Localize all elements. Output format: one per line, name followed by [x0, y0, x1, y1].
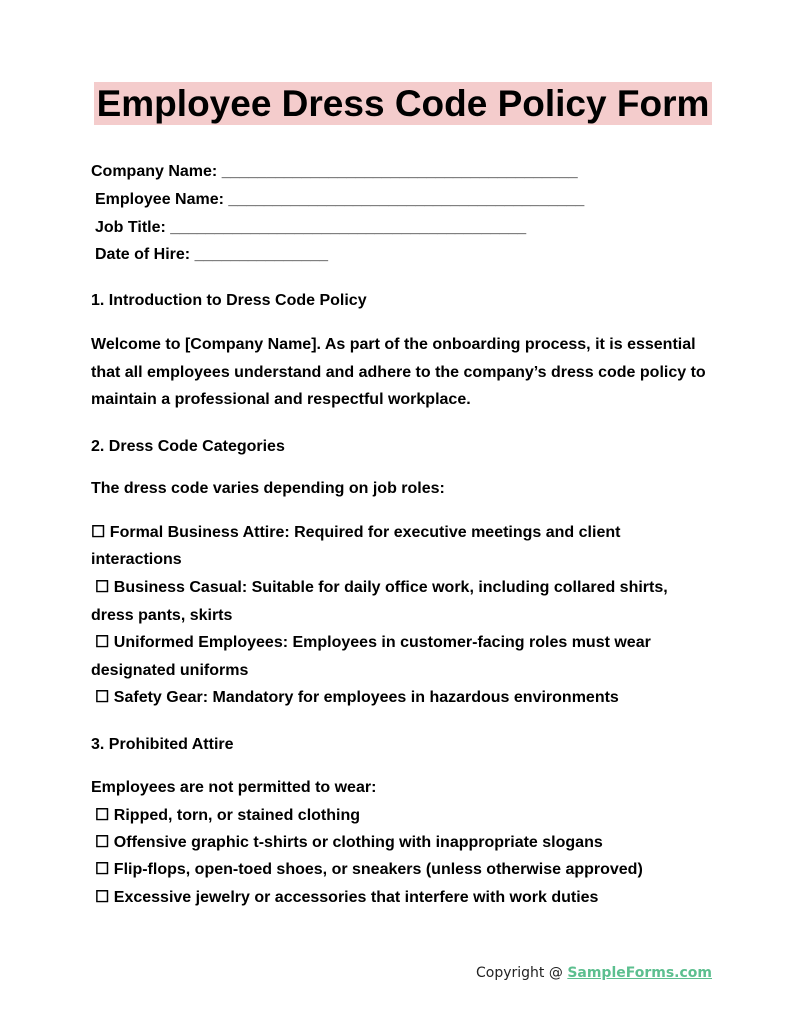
category-item: ☐ Formal Business Attire: Required for executive meetings and client — [91, 524, 621, 541]
category-item: ☐ Uniformed Employees: Employees in customer-facing roles must wear — [95, 634, 651, 651]
employee-name-field: Employee Name: ________________________________________ — [95, 191, 585, 208]
section-2-heading: 2. Dress Code Categories — [91, 438, 285, 455]
category-item: ☐ Business Casual: Suitable for daily office work, including collared shirts, — [95, 579, 668, 596]
category-item: interactions — [91, 551, 182, 568]
prohibited-item: ☐ Flip-flops, open-toed shoes, or sneakers (unless otherwise approved) — [95, 861, 643, 878]
prohibited-item: ☐ Offensive graphic t-shirts or clothing with inappropriate slogans — [95, 834, 603, 851]
intro-line: that all employees understand and adhere to the company’s dress code policy to — [91, 364, 706, 381]
intro-line: maintain a professional and respectful workplace. — [91, 391, 471, 408]
sampleforms-link[interactable]: SampleForms.com — [567, 965, 713, 981]
category-item: designated uniforms — [91, 662, 249, 679]
copyright-footer — [476, 963, 712, 983]
job-title-field: Job Title: ________________________________________ — [95, 219, 527, 236]
page-title: Employee Dress Code Policy Form — [94, 82, 712, 125]
category-item: ☐ Safety Gear: Mandatory for employees in hazardous environments — [95, 689, 619, 706]
copyright-text: Copyright @ — [476, 965, 568, 981]
section-3-intro: Employees are not permitted to wear: — [91, 779, 377, 796]
prohibited-item: ☐ Ripped, torn, or stained clothing — [95, 807, 361, 824]
category-item: dress pants, skirts — [91, 607, 233, 624]
date-of-hire-field: Date of Hire: _______________ — [95, 246, 329, 263]
section-2-intro: The dress code varies depending on job roles: — [91, 480, 445, 497]
intro-line: Welcome to [Company Name]. As part of the onboarding process, it is essential — [91, 336, 696, 353]
section-3-heading: 3. Prohibited Attire — [91, 736, 234, 753]
section-1-heading: 1. Introduction to Dress Code Policy — [91, 292, 367, 309]
company-name-field: Company Name: ________________________________________ — [91, 163, 578, 180]
prohibited-item: ☐ Excessive jewelry or accessories that interfere with work duties — [95, 889, 599, 906]
